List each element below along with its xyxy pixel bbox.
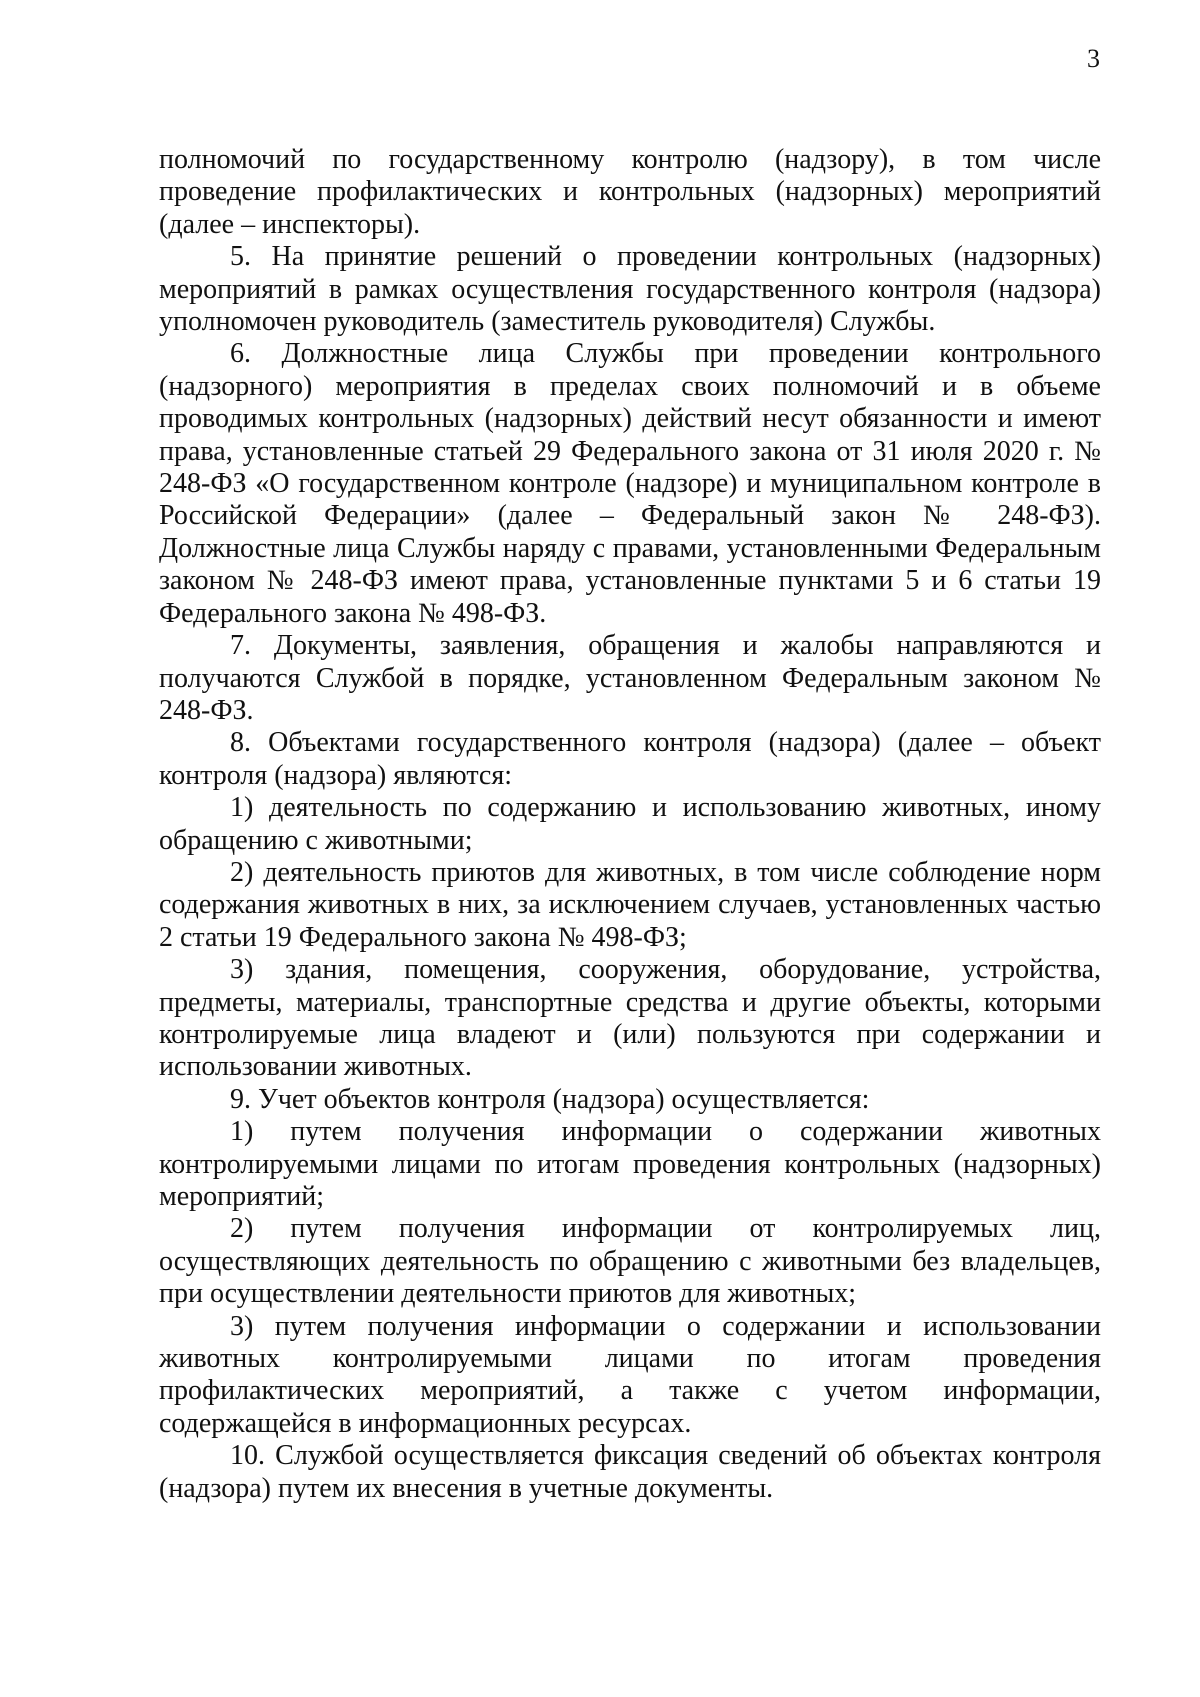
- paragraph-item-8-2: 2) деятельность приютов для животных, в том числе соблюдение норм содержания животных в них, за исключением случаев, установленных частью 2 статьи 19 Федерального закона № 498-ФЗ;: [159, 856, 1101, 953]
- paragraph-continuation: полномочий по государственному контролю (надзору), в том числе проведение профилактических и контрольных (надзорных) мероприятий (далее – инспекторы).: [159, 144, 1101, 240]
- paragraph-item-10: 10. Службой осуществляется фиксация сведений об объектах контроля (надзора) путем их внесения в учетные документы.: [159, 1440, 1101, 1504]
- paragraph-item-7: 7. Документы, заявления, обращения и жалобы направляются и получаются Службой в порядке, установленном Федеральным законом № 248-ФЗ.: [159, 630, 1101, 726]
- document-body: [159, 144, 1101, 1505]
- paragraph-item-9-3: 3) путем получения информации о содержании и использовании животных контролируемыми лицами по итогам проведения профилактических мероприятий, а также с учетом информации, содержащейся в информационных ресурсах.: [159, 1310, 1101, 1439]
- paragraph-item-8-1: 1) деятельность по содержанию и использованию животных, иному обращению с животными;: [159, 792, 1101, 856]
- paragraph-item-9-2: 2) путем получения информации от контролируемых лиц, осуществляющих деятельность по обращению с животными без владельцев, при осуществлении деятельности приютов для животных;: [159, 1213, 1101, 1310]
- page-number: 3: [1087, 44, 1100, 73]
- paragraph-item-9-1: 1) путем получения информации о содержании животных контролируемыми лицами по итогам проведения контрольных (надзорных) мероприятий;: [159, 1116, 1101, 1212]
- paragraph-item-5: 5. На принятие решений о проведении контрольных (надзорных) мероприятий в рамках осуществления государственного контроля (надзора) уполномочен руководитель (заместитель руководителя) Службы.: [159, 241, 1101, 338]
- paragraph-item-9: 9. Учет объектов контроля (надзора) осуществляется:: [230, 1083, 870, 1115]
- paragraph-item-8: 8. Объектами государственного контроля (надзора) (далее – объект контроля (надзора) являются:: [159, 727, 1101, 791]
- paragraph-item-8-3: 3) здания, помещения, сооружения, оборудование, устройства, предметы, материалы, транспортные средства и другие объекты, которыми контролируемые лица владеют и (или) пользуются при содержании и использовании животных.: [159, 954, 1101, 1083]
- paragraph-item-6: 6. Должностные лица Службы при проведении контрольного (надзорного) мероприятия в пределах своих полномочий и в объеме проводимых контрольных (надзорных) действий несут обязанности и имеют права, установленные статьей 29 Федерального закона от 31 июля 2020 г. № 248-ФЗ «О государственном контроле (надзоре) и муниципальном контроле в Российской Федерации» (далее – Федеральный закон № 248-ФЗ). Должностные лица Службы наряду с правами, установленными Федеральным законом № 248-ФЗ имеют права, установленные пунктами 5 и 6 статьи 19 Федерального закона № 498-ФЗ.: [159, 338, 1101, 629]
